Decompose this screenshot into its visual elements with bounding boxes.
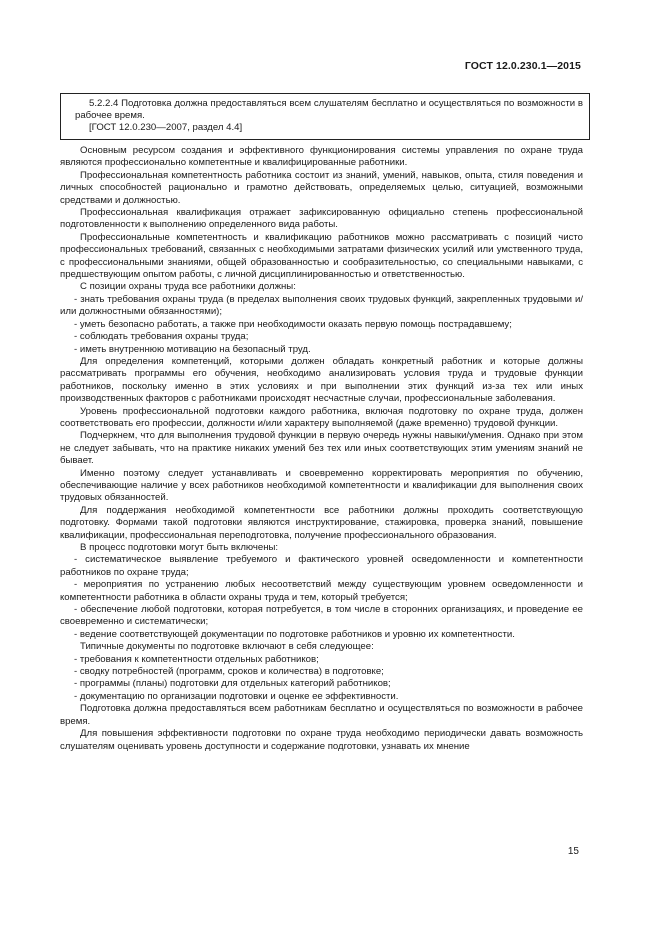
quoted-clause-reference: [ГОСТ 12.0.230—2007, раздел 4.4] bbox=[89, 122, 243, 134]
paragraph: Для определения компетенций, которыми должен обладать конкретный работник и которые должны рассматривать программы его обучения, необходимо анализировать условия труда и трудовые функции работников, поскольку именно в этих условиях и при выполнении этих функций из-за тех или иных производственных факторов с работниками происходят несчастные случаи, профессиональные заболевания. bbox=[60, 355, 583, 405]
paragraph: Профессиональная квалификация отражает зафиксированную официально степень профессиональной подготовленности к выполнению определенного вида работы. bbox=[60, 207, 583, 231]
list-item: - соблюдать требования охраны труда; bbox=[74, 331, 249, 343]
list-item: - иметь внутреннюю мотивацию на безопасный труд. bbox=[74, 343, 311, 355]
list-item: - уметь безопасно работать, а также при необходимости оказать первую помощь пострадавшему; bbox=[74, 318, 512, 330]
paragraph: В процесс подготовки могут быть включены: bbox=[80, 542, 279, 553]
paragraph: Профессиональные компетентность и квалификацию работников можно рассматривать с позиций чисто профессиональных требований, связанных с необходимыми затратами физических усилий или умственного труда, с профессиональными знаниями, общей образованностью и сообразительностью, со специальными навыками, с предшествующим опытом работы, с личной дисциплинированностью и ответственностью. bbox=[60, 231, 583, 281]
paragraph: Типичные документы по подготовке включают в себя следующее: bbox=[80, 641, 374, 653]
paragraph: Основным ресурсом создания и эффективного функционирования системы управления по охране труда являются профессионально компетентные и квалифицированные работники. bbox=[60, 145, 583, 169]
paragraph: С позиции охраны труда все работники должны: bbox=[80, 281, 296, 293]
list-item: - документацию по организации подготовки и оценке ее эффективности. bbox=[74, 690, 399, 702]
document-header: ГОСТ 12.0.230.1—2015 bbox=[464, 60, 581, 72]
list-item: - сводку потребностей (программ, сроков и количества) в подготовке; bbox=[74, 666, 384, 678]
quoted-clause-text: 5.2.2.4 Подготовка должна предоставляться всем слушателям бесплатно и осуществляться по возможности в рабочее время. bbox=[75, 98, 583, 122]
list-item: - требования к компетентности отдельных работников; bbox=[74, 653, 319, 665]
body-text bbox=[60, 145, 583, 753]
paragraph: Подчеркнем, что для выполнения трудовой функции в первую очередь нужны навыки/умения. Однако при этом не следует забывать, что на практике никаких умений без тех или иных соответствующих этим умениям знаний не бывает. bbox=[60, 430, 583, 467]
list-item: - систематическое выявление требуемого и фактического уровней осведомленности и компетентности работников по охране труда; bbox=[60, 554, 583, 578]
paragraph: Для поддержания необходимой компетентности все работники должны проходить соответствующую подготовку. Формами такой подготовки являются инструктирование, стажировка, проверка знаний, повышение квалификации, профессиональная переподготовка, получение профессионального образования. bbox=[60, 504, 583, 541]
paragraph: Подготовка должна предоставляться всем работникам бесплатно и осуществляться по возможности в рабочее время. bbox=[60, 703, 583, 727]
quoted-clause-box bbox=[60, 93, 590, 140]
list-item: - знать требования охраны труда (в пределах выполнения своих трудовых функций, закрепленных трудовыми и/или должностными обязанностями); bbox=[60, 293, 583, 318]
paragraph: Для повышения эффективности подготовки по охране труда необходимо периодически давать возможность слушателям оценивать уровень доступности и содержание подготовки, узнавать их мнение bbox=[60, 728, 583, 752]
paragraph: Уровень профессиональной подготовки каждого работника, включая подготовку по охране труда, должен соответствовать его профессии, должности и/или характеру выполняемой (даже временно) трудовой функции. bbox=[60, 405, 583, 429]
list-item: - обеспечение любой подготовки, которая потребуется, в том числе в сторонних организациях, и проведение ее своевременно и систематически; bbox=[60, 604, 583, 628]
list-item: - ведение соответствующей документации по подготовке работников и уровню их компетентности. bbox=[74, 628, 515, 640]
list-item: - программы (планы) подготовки для отдельных категорий работников; bbox=[74, 678, 391, 690]
paragraph: Профессиональная компетентность работника состоит из знаний, умений, навыков, опыта, стиля поведения и личных способностей рационально и грамотно действовать, определяемых целью, ситуацией, возможными средствами и должностью. bbox=[60, 169, 583, 206]
list-item: - мероприятия по устранению любых несоответствий между существующим уровнем осведомленности и компетентности работника в области охраны труда и тем, который требуется; bbox=[60, 579, 583, 603]
page-number: 15 bbox=[567, 846, 579, 857]
paragraph: Именно поэтому следует устанавливать и своевременно корректировать мероприятия по обучению, обеспечивающие наличие у всех работников необходимой компетентности и квалификации для выполнения своих трудовых обязанностей. bbox=[60, 467, 583, 504]
